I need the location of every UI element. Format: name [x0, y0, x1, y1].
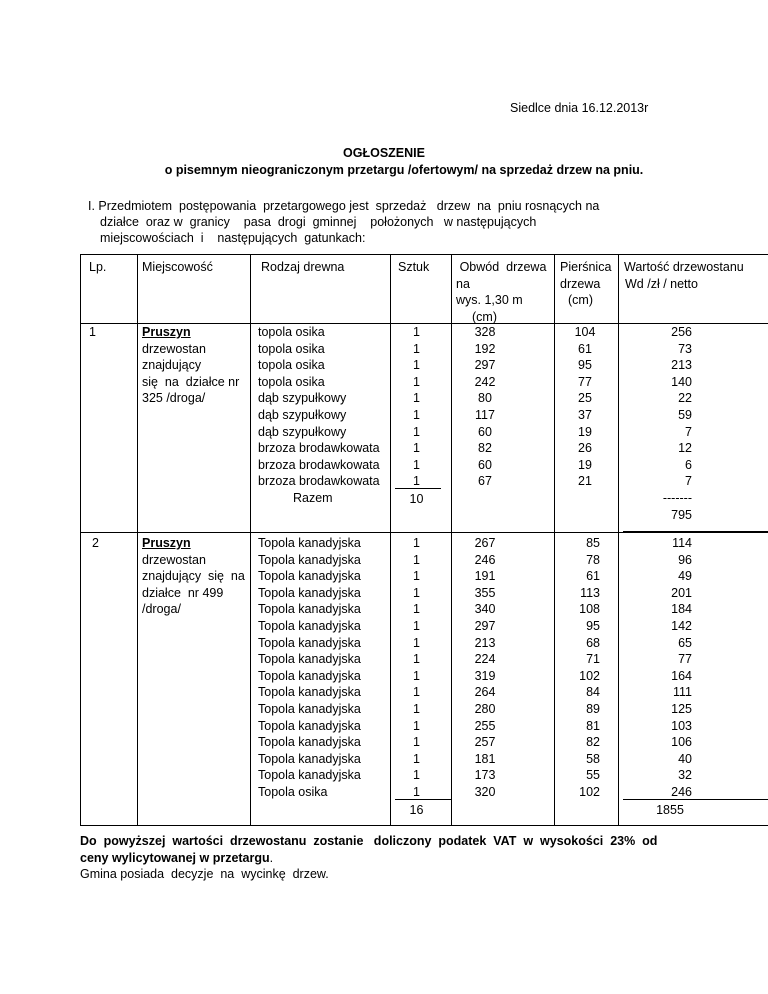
- footer-line: Gmina posiada decyzje na wycinkę drzew.: [80, 867, 329, 881]
- row2-lp: 2: [92, 536, 99, 550]
- header-piersnica-line: drzewa: [560, 276, 601, 291]
- count-cell: 1: [413, 768, 420, 783]
- value-cell: 6: [685, 457, 692, 472]
- species-cell: Topola kanadyjska: [258, 618, 361, 633]
- count-cell: 1: [413, 784, 420, 799]
- header-wartosc-line: Wartość drzewostanu: [624, 260, 744, 274]
- circumference-cell: 255: [474, 718, 496, 733]
- document-date: Siedlce dnia 16.12.2013r: [510, 101, 649, 115]
- row1-place-line: się na działce nr: [142, 374, 240, 389]
- circumference-cell: 82: [478, 441, 492, 456]
- intro-line: działce oraz w granicy pasa drogi gminnej położonych w następujących: [100, 215, 537, 229]
- circumference-cell: 297: [474, 358, 496, 373]
- row2-species-list: [258, 535, 361, 801]
- species-cell: Topola kanadyjska: [258, 652, 361, 667]
- row2-diameter-list: [560, 535, 600, 801]
- count-cell: 1: [413, 635, 420, 650]
- header-sztuk: Sztuk: [398, 260, 430, 274]
- circumference-cell: 117: [475, 407, 495, 422]
- row2-place-line: działce nr 499: [142, 585, 224, 600]
- count-cell: 1: [413, 474, 420, 489]
- count-cell: 1: [413, 391, 420, 406]
- row2-place-name: Pruszyn: [142, 536, 191, 550]
- diameter-cell: 68: [586, 635, 600, 650]
- diameter-cell: 55: [586, 768, 600, 783]
- value-cell: 49: [678, 569, 692, 584]
- circumference-cell: 192: [474, 341, 496, 356]
- intro-line: I. Przedmiotem postępowania przetargowego jest sprzedaż drzew na pniu rosnących na: [88, 199, 600, 213]
- diameter-cell: 104: [574, 325, 596, 339]
- value-cell: 7: [685, 424, 692, 439]
- header-obwod-line: (cm): [472, 309, 497, 324]
- diameter-cell: 19: [578, 457, 592, 472]
- species-cell: brzoza brodawkowata: [258, 474, 380, 489]
- value-cell: 65: [678, 635, 692, 650]
- footer-note: [80, 833, 657, 883]
- row1-count-list: [395, 324, 438, 508]
- species-cell: Topola kanadyjska: [258, 569, 361, 584]
- value-cell: 125: [671, 701, 692, 716]
- value-cell: 22: [678, 391, 692, 406]
- diameter-cell: 21: [578, 474, 592, 489]
- value-total: 795: [671, 507, 692, 522]
- header-lp: Lp.: [89, 260, 107, 274]
- value-cell: 12: [678, 441, 692, 456]
- intro-paragraph: [88, 198, 599, 246]
- count-cell: 1: [413, 652, 420, 667]
- value-total: 1855: [656, 802, 684, 817]
- table-border-bottom: [80, 825, 768, 826]
- header-wartosc-line: Wd /zł / netto: [625, 276, 698, 291]
- circumference-cell: 173: [474, 768, 496, 783]
- diameter-cell: 26: [578, 441, 592, 456]
- species-cell: brzoza brodawkowata: [258, 441, 380, 456]
- diameter-cell: 113: [580, 585, 600, 600]
- row1-value-list: [640, 324, 692, 523]
- row1-place: [142, 324, 239, 407]
- row1-place-line: drzewostan: [142, 341, 206, 356]
- circumference-cell: 80: [478, 391, 492, 406]
- diameter-cell: 81: [586, 718, 600, 733]
- count-cell: 1: [413, 569, 420, 584]
- header-rodzaj: Rodzaj drewna: [261, 260, 345, 274]
- species-cell: Topola kanadyjska: [258, 668, 361, 683]
- species-cell: Topola kanadyjska: [258, 768, 361, 783]
- row1-value-sum-line: [623, 531, 768, 532]
- footer-line: ceny wylicytowanej w przetargu: [80, 850, 270, 865]
- value-cell: 96: [678, 552, 692, 567]
- row1-species-list: [258, 324, 380, 507]
- row1-place-line: znajdujący: [142, 358, 202, 373]
- row2-value-sum-line: [623, 799, 768, 800]
- count-cell: 1: [413, 441, 420, 456]
- count-cell: 1: [413, 358, 420, 373]
- species-cell: Topola kanadyjska: [258, 552, 361, 567]
- species-cell: dąb szypułkowy: [258, 424, 347, 439]
- value-cell: 73: [678, 341, 692, 356]
- count-cell: 1: [413, 751, 420, 766]
- row2-value-list: [640, 535, 692, 818]
- count-cell: 1: [413, 718, 420, 733]
- row1-circumference-list: [460, 324, 510, 490]
- footer-line-end: .: [269, 850, 274, 865]
- species-cell: Topola kanadyjska: [258, 735, 361, 750]
- circumference-cell: 181: [474, 751, 496, 766]
- value-cell: 114: [672, 536, 692, 550]
- species-cell: Topola kanadyjska: [258, 635, 361, 650]
- count-total: 16: [409, 802, 424, 817]
- intro-line: miejscowościach i następujących gatunkach:: [100, 231, 366, 245]
- species-cell: Topola kanadyjska: [258, 536, 361, 550]
- species-cell: topola osika: [258, 325, 325, 339]
- value-cell: 201: [671, 585, 692, 600]
- value-cell: 213: [671, 358, 692, 373]
- count-total: 10: [409, 491, 424, 506]
- row1-diameter-list: [560, 324, 610, 490]
- value-cell: 164: [671, 668, 692, 683]
- diameter-cell: 85: [586, 536, 600, 550]
- header-obwod-line: wys. 1,30 m: [456, 293, 523, 308]
- value-cell: 32: [678, 768, 692, 783]
- circumference-cell: 264: [474, 685, 496, 700]
- species-cell: dąb szypułkowy: [258, 391, 347, 406]
- header-miejscowosc: Miejscowość: [142, 260, 213, 274]
- circumference-cell: 60: [478, 457, 492, 472]
- count-cell: 1: [413, 668, 420, 683]
- col-divider: [137, 254, 138, 826]
- count-cell: 1: [413, 407, 420, 422]
- value-cell: 184: [671, 602, 692, 617]
- count-cell: 1: [413, 701, 420, 716]
- trees-table: [80, 254, 768, 826]
- value-cell: 7: [685, 474, 692, 489]
- row1-count-sum-line: [395, 488, 441, 489]
- row2-place-line: /droga/: [142, 602, 181, 617]
- diameter-cell: 89: [586, 701, 600, 716]
- count-cell: 1: [413, 552, 420, 567]
- value-separator: -------: [662, 490, 692, 505]
- circumference-cell: 213: [474, 635, 496, 650]
- col-divider: [390, 254, 391, 826]
- count-cell: 1: [413, 685, 420, 700]
- count-cell: 1: [413, 325, 420, 339]
- circumference-cell: 355: [474, 585, 496, 600]
- row2-circumference-list: [460, 535, 510, 801]
- circumference-cell: 328: [474, 325, 496, 339]
- circumference-cell: 246: [474, 552, 496, 567]
- value-cell: 40: [678, 751, 692, 766]
- diameter-cell: 82: [586, 735, 600, 750]
- row2-place-line: znajdujący się na: [142, 569, 245, 584]
- species-cell: Topola kanadyjska: [258, 585, 361, 600]
- species-cell: Topola kanadyjska: [258, 602, 361, 617]
- diameter-cell: 37: [578, 407, 592, 422]
- count-cell: 1: [413, 424, 420, 439]
- col-divider: [451, 254, 452, 826]
- diameter-cell: 61: [586, 569, 600, 584]
- title-heading: OGŁOSZENIE: [343, 146, 425, 160]
- species-cell: Topola kanadyjska: [258, 701, 361, 716]
- circumference-cell: 257: [474, 735, 496, 750]
- value-cell: 106: [671, 735, 692, 750]
- value-cell: 142: [671, 618, 692, 633]
- value-cell: 246: [671, 784, 692, 799]
- circumference-cell: 280: [474, 701, 496, 716]
- circumference-cell: 242: [474, 374, 496, 389]
- row1-lp: 1: [89, 325, 96, 339]
- row1-place-line: 325 /droga/: [142, 391, 206, 406]
- count-cell: 1: [413, 602, 420, 617]
- value-cell: 59: [678, 407, 692, 422]
- col-divider: [554, 254, 555, 826]
- diameter-cell: 58: [586, 751, 600, 766]
- species-cell: topola osika: [258, 374, 325, 389]
- row2-count-list: [395, 535, 438, 818]
- circumference-cell: 191: [474, 569, 496, 584]
- col-divider: [618, 254, 619, 826]
- diameter-cell: 71: [586, 652, 600, 667]
- footer-line: Do powyższej wartości drzewostanu zostanie doliczony podatek VAT w wysokości 23% od: [80, 834, 658, 848]
- count-cell: 1: [413, 457, 420, 472]
- diameter-cell: 25: [578, 391, 592, 406]
- header-wartosc: [624, 259, 744, 292]
- circumference-cell: 67: [478, 474, 492, 489]
- count-cell: 1: [413, 536, 420, 550]
- announcement-title: [0, 145, 768, 179]
- diameter-cell: 77: [578, 374, 592, 389]
- count-cell: 1: [413, 374, 420, 389]
- value-cell: 140: [671, 374, 692, 389]
- row-divider: [80, 532, 768, 533]
- species-cell: Topola kanadyjska: [258, 751, 361, 766]
- header-obwod-line: na: [456, 276, 470, 291]
- count-cell: 1: [413, 618, 420, 633]
- header-piersnica-line: Pierśnica: [560, 260, 612, 274]
- col-divider: [80, 254, 81, 826]
- circumference-cell: 320: [474, 784, 496, 799]
- circumference-cell: 60: [478, 424, 492, 439]
- table-border-top: [80, 254, 768, 255]
- species-cell: Topola osika: [258, 784, 328, 799]
- diameter-cell: 102: [579, 668, 600, 683]
- row2-place-line: drzewostan: [142, 552, 206, 567]
- row2-place: [142, 535, 245, 618]
- diameter-cell: 78: [586, 552, 600, 567]
- diameter-cell: 19: [578, 424, 592, 439]
- title-subheading: o pisemnym nieograniczonym przetargu /ofertowym/ na sprzedaż drzew na pniu.: [164, 163, 644, 177]
- diameter-cell: 108: [579, 602, 600, 617]
- circumference-cell: 319: [474, 668, 496, 683]
- value-cell: 77: [678, 652, 692, 667]
- header-obwod: [452, 259, 554, 325]
- col-divider: [250, 254, 251, 826]
- header-piersnica: [560, 259, 611, 309]
- value-cell: 111: [672, 685, 692, 700]
- circumference-cell: 224: [474, 652, 496, 667]
- header-obwod-line: Obwód drzewa: [459, 260, 547, 274]
- row2-count-sum-line: [395, 799, 451, 800]
- circumference-cell: 267: [474, 536, 496, 550]
- diameter-cell: 95: [586, 618, 600, 633]
- value-cell: 256: [671, 325, 692, 339]
- species-cell: Topola kanadyjska: [258, 685, 361, 700]
- species-total-label: Razem: [293, 490, 333, 505]
- species-cell: topola osika: [258, 358, 325, 373]
- count-cell: 1: [413, 735, 420, 750]
- row1-place-name: Pruszyn: [142, 325, 191, 339]
- species-cell: brzoza brodawkowata: [258, 457, 380, 472]
- diameter-cell: 95: [578, 358, 592, 373]
- diameter-cell: 102: [579, 784, 600, 799]
- species-cell: topola osika: [258, 341, 325, 356]
- count-cell: 1: [413, 585, 420, 600]
- header-piersnica-line: (cm): [568, 293, 593, 308]
- value-cell: 103: [671, 718, 692, 733]
- count-cell: 1: [413, 341, 420, 356]
- species-cell: Topola kanadyjska: [258, 718, 361, 733]
- diameter-cell: 84: [586, 685, 600, 700]
- species-cell: dąb szypułkowy: [258, 407, 347, 422]
- circumference-cell: 297: [474, 618, 496, 633]
- diameter-cell: 61: [578, 341, 592, 356]
- circumference-cell: 340: [474, 602, 496, 617]
